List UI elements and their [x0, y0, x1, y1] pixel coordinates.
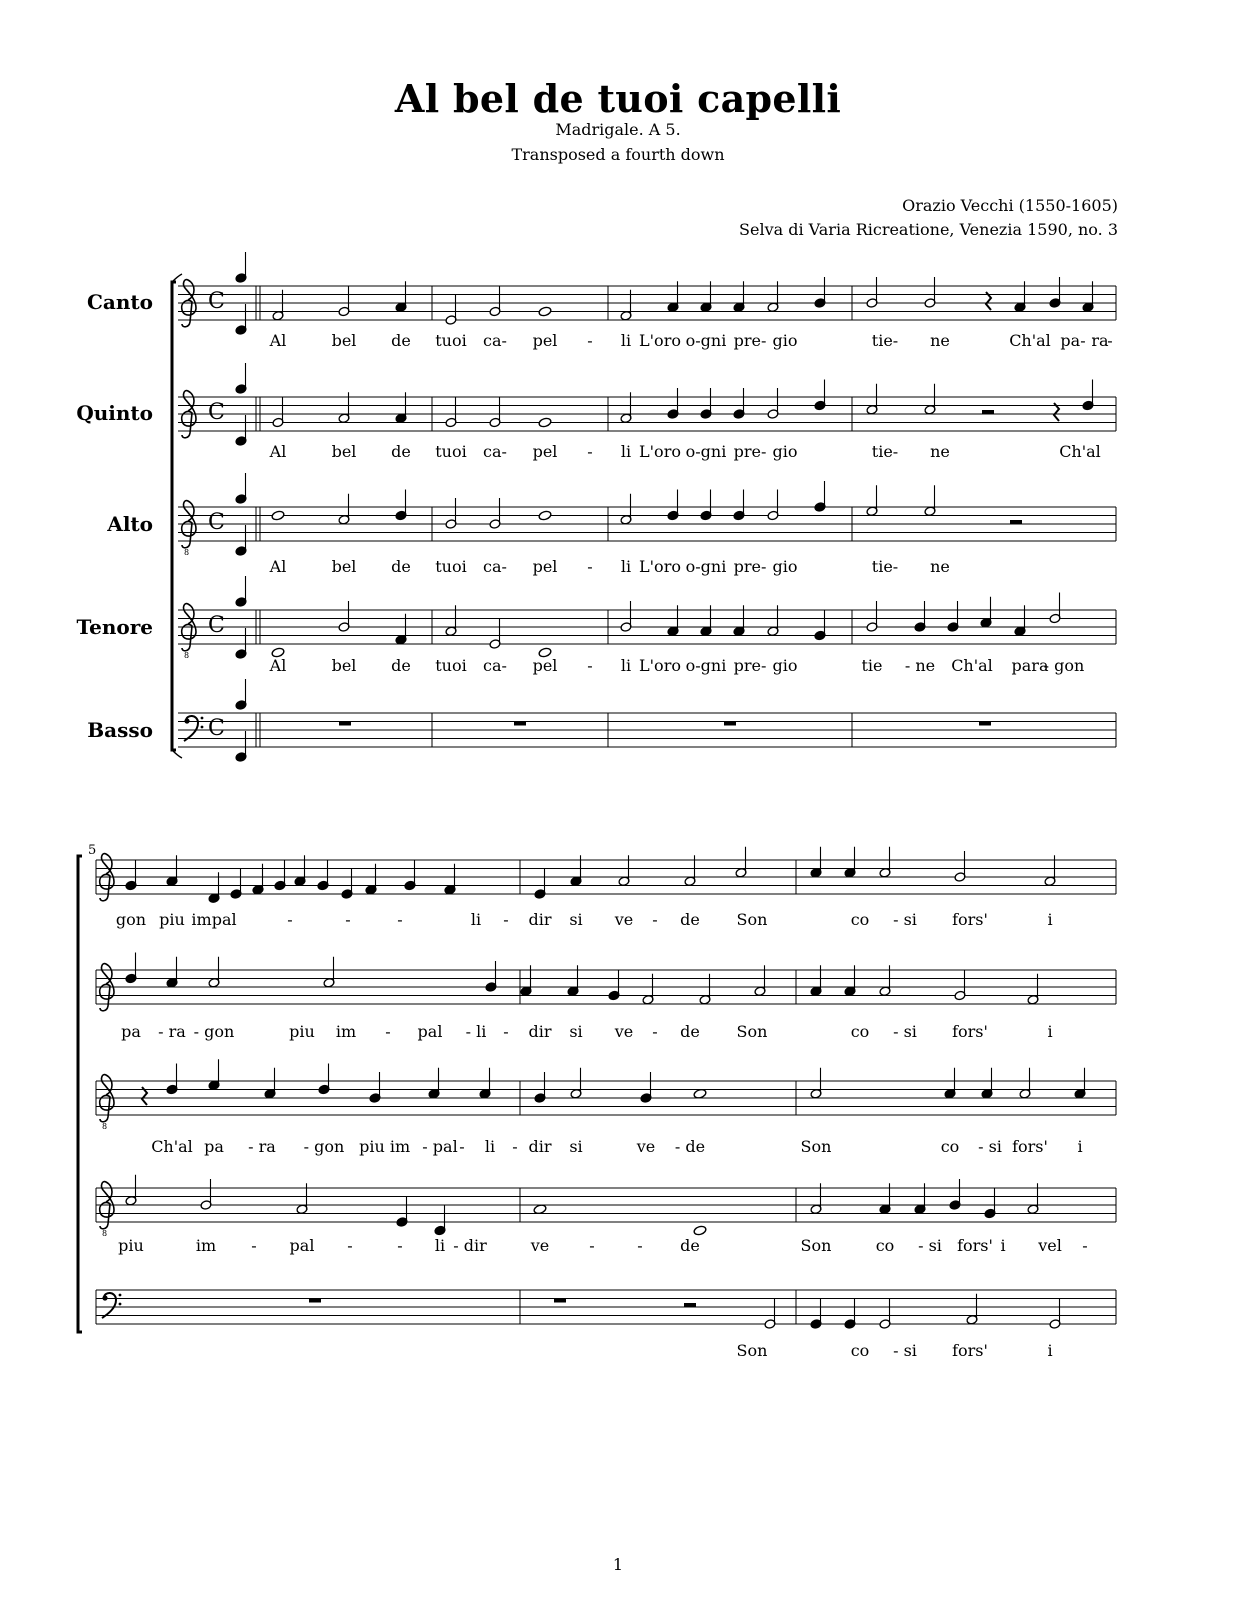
lyric-syllable: -	[1082, 1236, 1088, 1255]
half-rest	[1010, 520, 1022, 524]
half-rest	[684, 1303, 696, 1307]
lyric-syllable: Al	[269, 331, 287, 350]
lyric-syllable: ve	[614, 1022, 634, 1041]
lyric-syllable: Al	[269, 442, 287, 461]
lyric-syllable: pa	[121, 1022, 141, 1041]
lyric-syllable: -	[397, 1236, 403, 1255]
lyric-syllable: fors'	[952, 1022, 988, 1041]
lyric-syllable: pre-	[733, 442, 767, 461]
lyric-syllable: tie-	[871, 557, 899, 576]
staff-alto	[178, 473, 1116, 557]
voice-name-tenore: Tenore	[76, 615, 153, 639]
notes-quinto	[272, 380, 1094, 428]
lyric-syllable: li	[620, 331, 632, 350]
lyric-syllable: dir	[528, 910, 552, 929]
lyric-syllable: tie	[861, 656, 883, 675]
lyric-syllable: - gon	[1043, 656, 1085, 675]
lyric-syllable: ca-	[483, 557, 507, 576]
lyric-syllable: -	[587, 656, 593, 675]
lyric-syllable: bel	[331, 442, 357, 461]
lyric-syllable: piu	[118, 1236, 144, 1255]
lyric-syllable: i	[1077, 1137, 1083, 1156]
lyric-syllable: gio	[772, 656, 798, 675]
lyric-syllable: si	[569, 1137, 583, 1156]
lyric-syllable: pal	[289, 1236, 315, 1255]
system-bracket	[172, 282, 176, 750]
lyrics-alto	[151, 1137, 1082, 1156]
lyric-syllable: li	[620, 557, 632, 576]
bass-clef-icon	[184, 716, 203, 741]
lyric-syllable: - pal	[422, 1137, 458, 1156]
lyric-syllable: Ch'al	[951, 656, 993, 675]
lyric-syllable: piu	[289, 1022, 315, 1041]
lyric-syllable: - de	[674, 1137, 706, 1156]
octave-mark: 8	[184, 651, 190, 660]
lyric-syllable: -	[652, 910, 658, 929]
lyric-syllable: pa	[204, 1137, 224, 1156]
lyric-syllable: ve	[614, 910, 634, 929]
lyric-syllable: de	[391, 656, 411, 675]
lyric-syllable: pa-	[1060, 331, 1086, 350]
time-signature: C	[208, 716, 225, 741]
staff-alto	[96, 1075, 1116, 1131]
whole-rest	[309, 1299, 321, 1303]
staff-quinto	[178, 363, 1116, 446]
note-head	[693, 1225, 707, 1236]
lyric-syllable: fors'	[952, 1341, 988, 1360]
lyric-syllable: pel	[532, 656, 558, 675]
lyric-syllable: dir	[528, 1022, 552, 1041]
lyric-syllable: Son	[736, 910, 768, 929]
lyric-syllable: fors'	[1012, 1137, 1048, 1156]
time-signature: C	[208, 289, 225, 314]
lyric-syllable: li	[434, 1236, 446, 1255]
lyric-syllable: bel	[331, 656, 357, 675]
lyric-syllable: -	[587, 331, 593, 350]
lyric-syllable: -	[287, 910, 293, 929]
notes-canto	[125, 847, 1056, 904]
lyric-syllable: -	[587, 442, 593, 461]
bass-clef-icon	[102, 1293, 121, 1318]
lyric-syllable: ca-	[483, 656, 507, 675]
source-credit: Selva di Varia Ricreatione, Venezia 1590, no. 3	[739, 220, 1118, 239]
lyric-syllable: Al	[269, 656, 287, 675]
lyric-syllable: de	[391, 557, 411, 576]
lyric-syllable: -	[345, 910, 351, 929]
lyric-syllable: gon	[115, 910, 147, 929]
lyric-syllable: Son	[800, 1137, 832, 1156]
lyric-syllable: de	[680, 1022, 700, 1041]
time-signature: C	[208, 613, 225, 638]
staff-canto	[178, 252, 1116, 335]
lyric-syllable: L'oro	[639, 557, 681, 576]
lyric-syllable: dir	[528, 1137, 552, 1156]
lyric-syllable: - ne	[904, 656, 936, 675]
lyric-syllable: si	[569, 1022, 583, 1041]
lyric-syllable: i	[1047, 910, 1053, 929]
note-head	[538, 306, 552, 317]
system-1	[76, 252, 1116, 762]
lyric-syllable: - si	[893, 1022, 917, 1041]
lyric-syllable: -	[397, 910, 403, 929]
lyric-syllable: tuoi	[435, 557, 467, 576]
lyric-syllable: si	[569, 910, 583, 929]
piece-title: Al bel de tuoi capelli	[394, 76, 842, 121]
staff-basso	[96, 1290, 1116, 1324]
lyric-syllable: Son	[736, 1022, 768, 1041]
lyric-syllable: co	[875, 1236, 895, 1255]
lyrics-basso	[737, 1341, 1053, 1360]
lyric-syllable: -	[589, 1236, 595, 1255]
lyric-syllable: - si	[918, 1236, 942, 1255]
lyrics-canto	[116, 910, 1053, 929]
page-number: 1	[612, 1555, 624, 1574]
lyric-syllable: -	[512, 1137, 518, 1156]
lyric-syllable: - gon	[193, 1022, 235, 1041]
lyric-syllable: co	[850, 1341, 870, 1360]
lyric-syllable: - gon	[303, 1137, 345, 1156]
lyrics-alto	[269, 557, 950, 576]
whole-rest	[724, 722, 736, 726]
lyric-syllable: tuoi	[435, 442, 467, 461]
lyric-syllable: o-gni	[685, 656, 727, 675]
lyric-syllable: gio	[772, 442, 798, 461]
lyric-syllable: tuoi	[435, 656, 467, 675]
lyric-syllable: li	[620, 442, 632, 461]
lyric-syllable: gio	[772, 331, 798, 350]
whole-rest	[514, 722, 526, 726]
time-signature: C	[208, 510, 225, 535]
lyric-syllable: tie-	[871, 442, 899, 461]
note-head	[538, 417, 552, 428]
lyric-syllable: Son	[736, 1341, 768, 1360]
lyric-syllable: piu	[159, 910, 185, 929]
time-signature: C	[208, 400, 225, 425]
lyric-syllable: ra	[1091, 331, 1109, 350]
octave-mark: 8	[102, 1122, 108, 1131]
lyric-syllable: - si	[978, 1137, 1002, 1156]
lyric-syllable: - ra	[158, 1022, 186, 1041]
lyric-syllable: im	[195, 1236, 217, 1255]
bracket-hook	[172, 274, 182, 282]
lyric-syllable: - si	[893, 910, 917, 929]
lyrics-canto	[269, 331, 1113, 350]
voice-name-alto: Alto	[107, 512, 153, 536]
system-2	[78, 843, 1116, 1360]
whole-rest	[554, 1299, 566, 1303]
lyric-syllable: bel	[331, 331, 357, 350]
lyric-syllable: Son	[800, 1236, 832, 1255]
lyric-syllable: li	[470, 910, 482, 929]
lyric-syllable: ne	[930, 442, 950, 461]
lyric-syllable: piu	[359, 1137, 385, 1156]
lyric-syllable: Al	[269, 557, 287, 576]
lyric-syllable: i	[1000, 1236, 1006, 1255]
lyrics-quinto	[269, 442, 1101, 461]
lyric-syllable: ca-	[483, 331, 507, 350]
lyric-syllable: de	[391, 442, 411, 461]
lyric-syllable: co	[940, 1137, 960, 1156]
lyric-syllable: ne	[930, 557, 950, 576]
notes-alto	[271, 481, 936, 529]
lyric-syllable: impal	[191, 910, 237, 929]
lyric-syllable: tie-	[871, 331, 899, 350]
lyric-syllable: co	[850, 910, 870, 929]
lyric-syllable: Ch'al	[151, 1137, 193, 1156]
lyric-syllable: o-gni	[685, 442, 727, 461]
whole-rest	[339, 722, 351, 726]
lyric-syllable: pre-	[733, 331, 767, 350]
lyric-syllable: vel	[1038, 1236, 1062, 1255]
measure-number: 5	[88, 843, 97, 858]
lyric-syllable: de	[680, 1236, 700, 1255]
lyric-syllable: Ch'al	[1009, 331, 1051, 350]
voice-name-canto: Canto	[87, 290, 153, 314]
lyric-syllable: pel	[532, 442, 558, 461]
lyric-syllable: -	[251, 1236, 257, 1255]
lyric-syllable: L'oro	[639, 442, 681, 461]
lyric-syllable: pre-	[733, 656, 767, 675]
lyric-syllable: im	[335, 1022, 357, 1041]
lyric-syllable: -	[385, 1022, 391, 1041]
lyric-syllable: li	[620, 656, 632, 675]
piece-subtitle: Madrigale. A 5.	[555, 120, 681, 139]
lyric-syllable: pre-	[733, 557, 767, 576]
voice-name-quinto: Quinto	[76, 401, 153, 425]
note-head	[538, 510, 552, 521]
lyric-syllable: - si	[893, 1341, 917, 1360]
lyric-syllable: -	[347, 1236, 353, 1255]
lyric-syllable: para	[1011, 656, 1049, 675]
lyric-syllable: ne	[930, 331, 950, 350]
staff-tenore	[96, 1182, 1116, 1238]
lyric-syllable: ve	[636, 1137, 656, 1156]
lyric-syllable: li	[484, 1137, 496, 1156]
lyrics-tenore	[118, 1236, 1088, 1255]
lyric-syllable: -	[637, 1236, 643, 1255]
lyric-syllable: gio	[772, 557, 798, 576]
lyric-syllable: fors'	[957, 1236, 993, 1255]
lyric-syllable: ve	[530, 1236, 550, 1255]
lyric-syllable: -	[587, 557, 593, 576]
lyric-syllable: -	[1107, 331, 1113, 350]
lyric-syllable: -	[503, 910, 509, 929]
staff-quinto	[96, 964, 1116, 1011]
lyric-syllable: -	[652, 1022, 658, 1041]
lyric-syllable: fors'	[952, 910, 988, 929]
lyric-syllable: pel	[532, 331, 558, 350]
lyric-syllable: pel	[532, 557, 558, 576]
lyric-syllable: L'oro	[639, 656, 681, 675]
system-bracket	[78, 856, 82, 1332]
half-rest	[982, 410, 994, 414]
lyric-syllable: pal	[417, 1022, 443, 1041]
lyric-syllable: im	[389, 1137, 411, 1156]
lyric-syllable: L'oro	[639, 331, 681, 350]
transposition-note: Transposed a fourth down	[511, 145, 725, 164]
lyrics-tenore	[269, 656, 1085, 675]
lyric-syllable: o-gni	[685, 331, 727, 350]
lyric-syllable: i	[1047, 1022, 1053, 1041]
composer-credit: Orazio Vecchi (1550-1605)	[902, 196, 1118, 215]
whole-rest	[979, 722, 991, 726]
lyrics-quinto	[121, 1022, 1052, 1041]
lyric-syllable: de	[680, 910, 700, 929]
notes-canto	[272, 277, 1094, 325]
lyric-syllable: -	[503, 1022, 509, 1041]
octave-mark: 8	[102, 1229, 108, 1238]
staff-tenore	[178, 576, 1116, 660]
note-head	[271, 510, 285, 521]
lyric-syllable: o-gni	[685, 557, 727, 576]
octave-mark: 8	[184, 548, 190, 557]
lyric-syllable: tuoi	[435, 331, 467, 350]
lyric-syllable: - dir	[453, 1236, 487, 1255]
lyric-syllable: bel	[331, 557, 357, 576]
staff-basso	[178, 679, 1116, 762]
notes-tenore	[271, 593, 1061, 658]
lyric-syllable: de	[391, 331, 411, 350]
lyric-syllable: - li	[465, 1022, 487, 1041]
lyric-syllable: -	[459, 1137, 465, 1156]
bracket-hook	[172, 750, 182, 758]
lyric-syllable: co	[850, 1022, 870, 1041]
lyric-syllable: ca-	[483, 442, 507, 461]
lyric-syllable: i	[1047, 1341, 1053, 1360]
lyric-syllable: - ra	[248, 1137, 276, 1156]
voice-name-basso: Basso	[87, 718, 153, 742]
lyric-syllable: Ch'al	[1059, 442, 1101, 461]
